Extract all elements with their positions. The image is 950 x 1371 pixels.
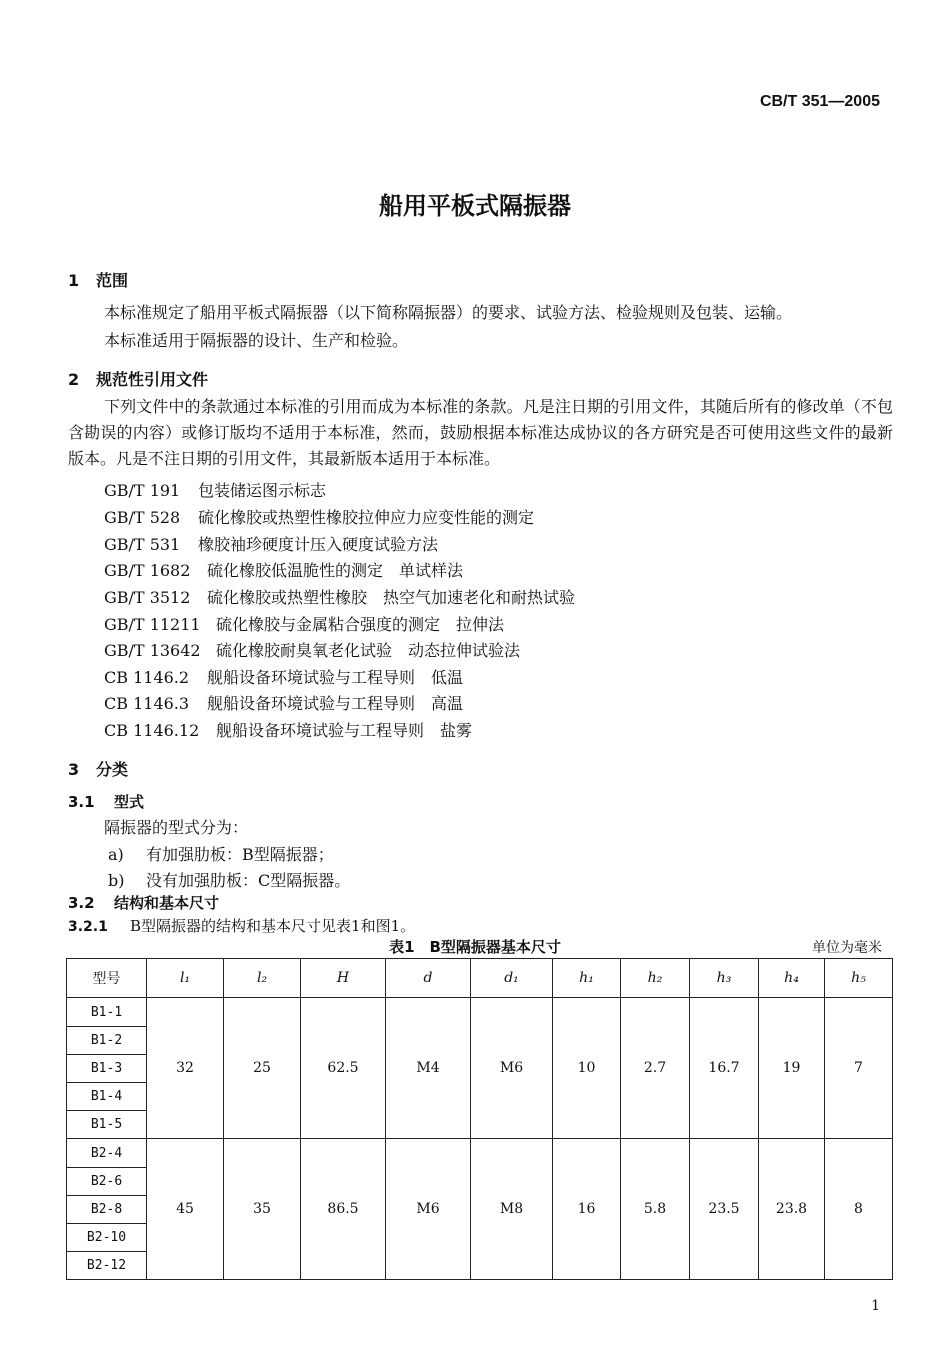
reference-code: CB 1146.3 [104, 694, 190, 713]
value-cell: M6 [386, 1139, 471, 1280]
reference-item [104, 532, 438, 555]
reference-code: CB 1146.2 [104, 668, 190, 687]
clause-number: 3.2.1 [68, 919, 108, 935]
table-row [67, 998, 893, 1027]
table-header-row [67, 959, 893, 998]
item-label: b) [108, 871, 125, 890]
reference-item [104, 665, 463, 688]
scope-line-1: 本标准规定了船用平板式隔振器（以下简称隔振器）的要求、试验方法、检验规则及包装、运输。 [104, 303, 793, 322]
reference-code: GB/T 531 [104, 535, 181, 554]
reference-item [104, 585, 575, 608]
section-number: 2 [68, 370, 80, 389]
subsection-number: 3.1 [68, 793, 95, 811]
header-cell: 型号 [67, 959, 147, 998]
table-unit: 单位为毫米 [812, 940, 882, 956]
value-cell: 32 [147, 998, 224, 1139]
section-3-heading [68, 757, 128, 780]
header-cell: h₂ [621, 959, 690, 998]
reference-name: 舰船设备环境试验与工程导则 高温 [207, 694, 464, 713]
section-title: 规范性引用文件 [96, 370, 209, 389]
reference-name: 硫化橡胶或热塑性橡胶拉伸应力应变性能的测定 [198, 508, 535, 527]
model-cell: B2-4 [67, 1139, 147, 1168]
reference-item [104, 505, 534, 528]
reference-name: 硫化橡胶与金属粘合强度的测定 拉伸法 [216, 615, 505, 634]
model-cell: B1-3 [67, 1055, 147, 1083]
value-cell: 8 [825, 1139, 893, 1280]
model-cell: B2-8 [67, 1196, 147, 1224]
table-row [67, 1139, 893, 1168]
reference-name: 橡胶袖珍硬度计压入硬度试验方法 [198, 535, 439, 554]
value-cell: M8 [471, 1139, 553, 1280]
value-cell: 86.5 [301, 1139, 386, 1280]
reference-item [104, 691, 463, 714]
model-cell: B1-4 [67, 1083, 147, 1111]
normative-references-paragraph: 下列文件中的条款通过本标准的引用而成为本标准的条款。凡是注日期的引用文件，其随后所有的修改单（不包含勘误的内容）或修订版均不适用于本标准，然而，鼓励根据本标准达成协议的各方研究是否可使用这些文件的最新版本。凡是不注日期的引用文件，其最新版本适用于本标准。 [68, 397, 893, 468]
header-cell: h₃ [690, 959, 759, 998]
header-cell: h₅ [825, 959, 893, 998]
value-cell: 62.5 [301, 998, 386, 1139]
value-cell: 16 [553, 1139, 621, 1280]
value-cell: 23.5 [690, 1139, 759, 1280]
reference-item [104, 612, 504, 635]
reference-code: GB/T 3512 [104, 588, 191, 607]
reference-code: GB/T 528 [104, 508, 181, 527]
header-cell: l₁ [147, 959, 224, 998]
value-cell: 5.8 [621, 1139, 690, 1280]
section-1-heading [68, 268, 128, 291]
reference-name: 硫化橡胶或热塑性橡胶 热空气加速老化和耐热试验 [207, 588, 576, 607]
value-cell: 2.7 [621, 998, 690, 1139]
reference-code: GB/T 13642 [104, 641, 201, 660]
value-cell: 19 [759, 998, 825, 1139]
reference-name: 硫化橡胶低温脆性的测定 单试样法 [207, 561, 464, 580]
model-cell: B2-10 [67, 1224, 147, 1252]
clause-text: B型隔振器的结构和基本尺寸见表1和图1。 [130, 917, 416, 935]
section-2-heading [68, 367, 208, 390]
header-cell: l₂ [224, 959, 301, 998]
model-cell: B2-6 [67, 1168, 147, 1196]
model-cell: B1-2 [67, 1027, 147, 1055]
value-cell: 45 [147, 1139, 224, 1280]
reference-code: GB/T 1682 [104, 561, 191, 580]
reference-item [104, 478, 326, 501]
reference-item [104, 718, 472, 741]
section-number: 1 [68, 271, 80, 290]
item-text: 有加强肋板：B型隔振器； [146, 845, 334, 864]
value-cell: 35 [224, 1139, 301, 1280]
reference-item [104, 558, 463, 581]
table-title: 表1 B型隔振器基本尺寸 [389, 938, 561, 956]
type-intro: 隔振器的型式分为： [104, 818, 249, 837]
scope-line-2: 本标准适用于隔振器的设计、生产和检验。 [104, 331, 409, 350]
reference-code: GB/T 11211 [104, 615, 201, 634]
reference-code: CB 1146.12 [104, 721, 200, 740]
reference-name: 舰船设备环境试验与工程导则 盐雾 [216, 721, 473, 740]
reference-item [104, 638, 520, 661]
header-cell: H [301, 959, 386, 998]
header-cell: h₁ [553, 959, 621, 998]
document-title: 船用平板式隔振器 [379, 192, 571, 220]
reference-name: 舰船设备环境试验与工程导则 低温 [207, 668, 464, 687]
item-label: a) [108, 845, 124, 864]
model-cell: B2-12 [67, 1252, 147, 1280]
value-cell: 25 [224, 998, 301, 1139]
reference-name: 包装储运图示标志 [198, 481, 327, 500]
standard-code: CB/T 351—2005 [759, 93, 880, 110]
subsection-number: 3.2 [68, 894, 95, 912]
subsection-title: 结构和基本尺寸 [114, 894, 220, 912]
clause-3-2-1 [68, 915, 415, 936]
value-cell: M6 [471, 998, 553, 1139]
page-number: 1 [871, 1298, 880, 1314]
section-title: 范围 [96, 271, 129, 290]
section-title: 分类 [96, 760, 129, 779]
subsection-3-1-heading [68, 791, 144, 812]
header-cell: d₁ [471, 959, 553, 998]
value-cell: 7 [825, 998, 893, 1139]
model-cell: B1-1 [67, 998, 147, 1027]
subsection-title: 型式 [114, 793, 145, 811]
subsection-3-2-heading [68, 892, 219, 913]
reference-name: 硫化橡胶耐臭氧老化试验 动态拉伸试验法 [216, 641, 521, 660]
header-cell: h₄ [759, 959, 825, 998]
value-cell: 16.7 [690, 998, 759, 1139]
value-cell: 23.8 [759, 1139, 825, 1280]
type-item-b [108, 868, 350, 891]
section-number: 3 [68, 760, 80, 779]
value-cell: M4 [386, 998, 471, 1139]
item-text: 没有加强肋板：C型隔振器。 [146, 871, 351, 890]
header-cell: d [386, 959, 471, 998]
value-cell: 10 [553, 998, 621, 1139]
type-item-a [108, 842, 334, 865]
model-cell: B1-5 [67, 1111, 147, 1139]
reference-code: GB/T 191 [104, 481, 181, 500]
dimension-table [66, 958, 893, 1280]
